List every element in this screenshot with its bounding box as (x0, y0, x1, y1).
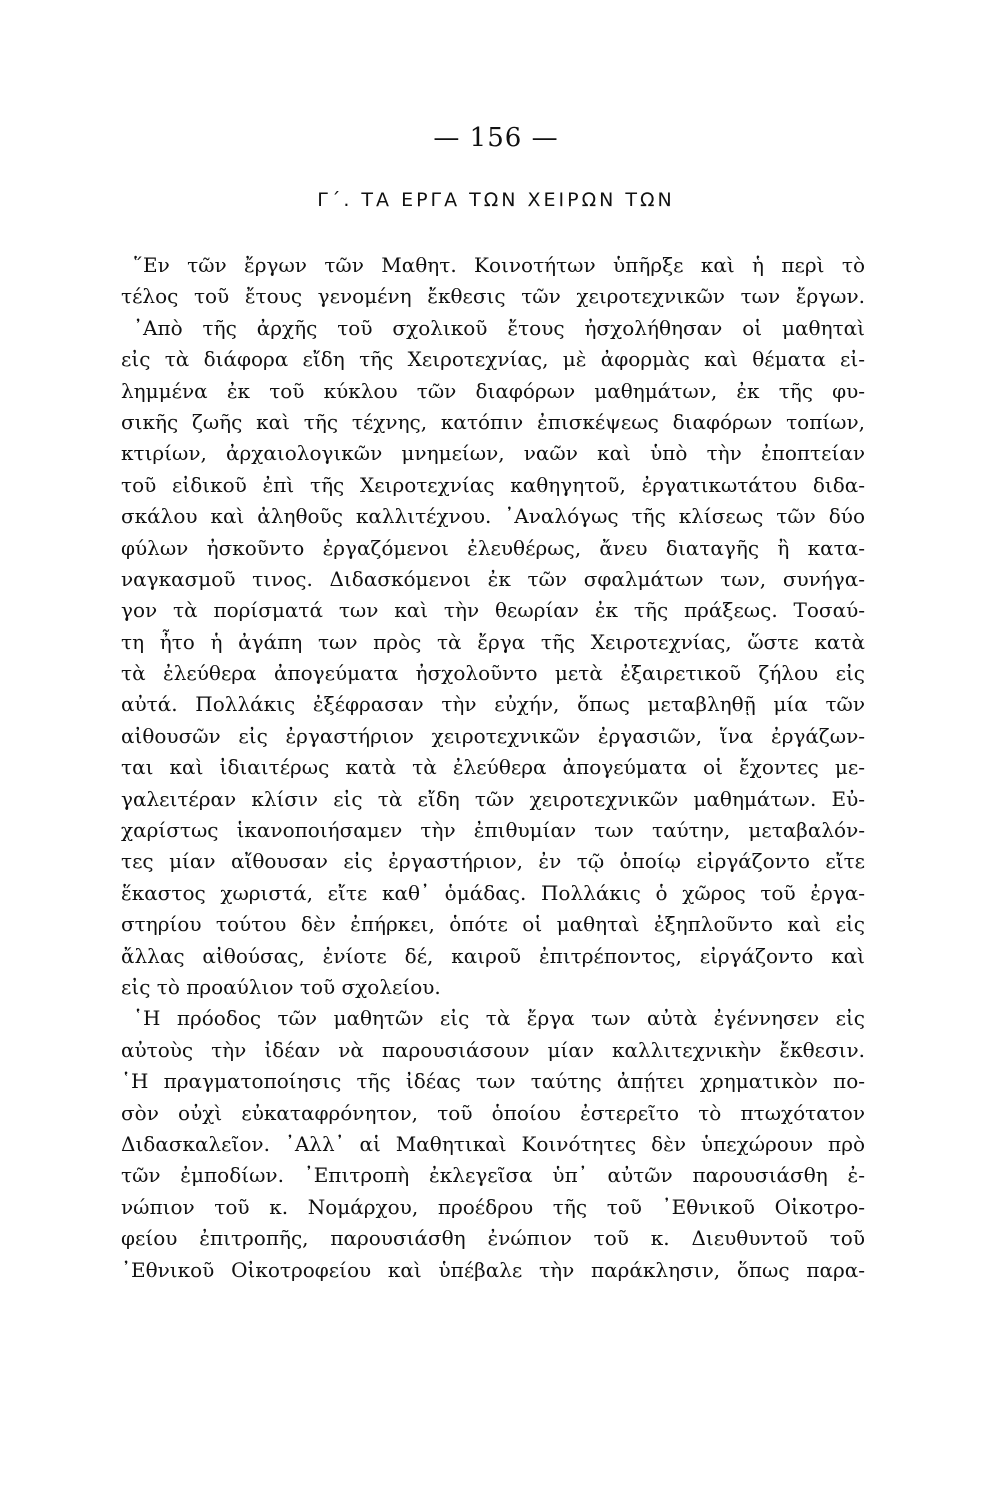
text-line: Διδασκαλεῖον. ᾿Αλλ᾿ αἱ Μαθητικαὶ Κοινότητες δὲν ὑπεχώρουν πρὸ (121, 1131, 865, 1156)
text-line: τοῦ εἰδικοῦ ἐπὶ τῆς Χειροτεχνίας καθηγητοῦ, ἐργατικωτάτου διδα- (121, 472, 865, 497)
text-line: ἕκαστος χωριστά, εἴτε καθ᾿ ὁμάδας. Πολλάκις ὁ χῶρος τοῦ ἐργα- (121, 880, 865, 905)
text-line: στηρίου τούτου δὲν ἐπήρκει, ὁπότε οἱ μαθηταὶ ἐξηπλοῦντο καὶ εἰς (121, 912, 865, 937)
text-line: γον τὰ πορίσματά των καὶ τὴν θεωρίαν ἐκ τῆς πράξεως. Τοσαύ- (121, 598, 865, 623)
text-line: ῾Η πρόοδος τῶν μαθητῶν εἰς τὰ ἔργα των αὐτὰ ἐγέννησεν εἰς (133, 1006, 865, 1031)
text-line: τη ἦτο ἡ ἀγάπη των πρὸς τὰ ἔργα τῆς Χειροτεχνίας, ὥστε κατὰ (121, 629, 865, 654)
text-line: λημμένα ἐκ τοῦ κύκλου τῶν διαφόρων μαθημάτων, ἐκ τῆς φυ- (121, 378, 865, 403)
text-line: σὸν οὐχὶ εὐκαταφρόνητον, τοῦ ὁποίου ἐστερεῖτο τὸ πτωχότατον (121, 1100, 865, 1125)
text-line: τὰ ἐλεύθερα ἀπογεύματα ἠσχολοῦντο μετὰ ἐξαιρετικοῦ ζήλου εἰς (121, 661, 865, 686)
text-line: σκάλου καὶ ἀληθοῦς καλλιτέχνου. ᾿Αναλόγως τῆς κλίσεως τῶν δύο (121, 504, 865, 529)
text-line: νώπιον τοῦ κ. Νομάρχου, προέδρου τῆς τοῦ ᾿Εθνικοῦ Οἰκοτρο- (121, 1194, 865, 1219)
text-line: αὐτοὺς τὴν ἰδέαν νὰ παρουσιάσουν μίαν καλλιτεχνικὴν ἔκθεσιν. (121, 1037, 865, 1062)
text-line: εἰς τὰ διάφορα εἴδη τῆς Χειροτεχνίας, μὲ ἀφορμὰς καὶ θέματα εἰ- (121, 347, 865, 372)
text-line: χαρίστως ἱκανοποιήσαμεν τὴν ἐπιθυμίαν των ταύτην, μεταβαλόν- (121, 818, 865, 843)
text-line: φύλων ἠσκοῦντο ἐργαζόμενοι ἐλευθέρως, ἄνευ διαταγῆς ἢ κατα- (121, 535, 865, 560)
text-line: τῶν ἐμποδίων. ᾿Επιτροπὴ ἐκλεγεῖσα ὑπ᾿ αὐτῶν παρουσιάσθη ἐ- (121, 1163, 865, 1188)
text-line: κτιρίων, ἀρχαιολογικῶν μνημείων, ναῶν καὶ ὑπὸ τὴν ἐποπτείαν (121, 441, 865, 466)
text-line: σικῆς ζωῆς καὶ τῆς τέχνης, κατόπιν ἐπισκέψεως διαφόρων τοπίων, (121, 409, 865, 434)
text-line: τες μίαν αἴθουσαν εἰς ἐργαστήριον, ἐν τῷ ὁποίῳ εἰργάζοντο εἴτε (121, 849, 865, 874)
text-line: γαλειτέραν κλίσιν εἰς τὰ εἴδη τῶν χειροτεχνικῶν μαθημάτων. Εὐ- (121, 786, 865, 811)
text-line: ται καὶ ἰδιαιτέρως κατὰ τὰ ἐλεύθερα ἀπογεύματα οἱ ἔχοντες με- (121, 755, 865, 780)
text-line: τέλος τοῦ ἔτους γενομένη ἔκθεσις τῶν χειροτεχνικῶν των ἔργων. (121, 284, 865, 309)
text-line: ᾿Απὸ τῆς ἀρχῆς τοῦ σχολικοῦ ἔτους ἠσχολήθησαν οἱ μαθηταὶ (133, 315, 865, 340)
text-line: ῞Εν τῶν ἔργων τῶν Μαθητ. Κοινοτήτων ὑπῆρξε καὶ ἡ περὶ τὸ (133, 253, 865, 277)
text-line: αὐτά. Πολλάκις ἐξέφρασαν τὴν εὐχήν, ὅπως μεταβληθῇ μία τῶν (121, 692, 865, 717)
body-text (121, 250, 865, 1286)
page-number: — 156 — (433, 123, 559, 153)
text-line: ναγκασμοῦ τινος. Διδασκόμενοι ἐκ τῶν σφαλμάτων των, συνήγα- (121, 566, 865, 591)
text-line: ᾿Εθνικοῦ Οἰκοτροφείου καὶ ὑπέβαλε τὴν παράκλησιν, ὅπως παρα- (121, 1257, 865, 1282)
text-line: εἰς τὸ προαύλιον τοῦ σχολείου. (121, 974, 441, 999)
text-line: ἄλλας αἰθούσας, ἐνίοτε δέ, καιροῦ ἐπιτρέποντος, εἰργάζοντο καὶ (121, 943, 865, 968)
text-line: φείου ἐπιτροπῆς, παρουσιάσθη ἐνώπιον τοῦ κ. Διευθυντοῦ τοῦ (121, 1226, 865, 1251)
text-line: αἰθουσῶν εἰς ἐργαστήριον χειροτεχνικῶν ἐργασιῶν, ἵνα ἐργάζων- (121, 723, 865, 748)
chapter-title: Γ΄. ΤΑ ΕΡΓΑ ΤΩΝ ΧΕΙΡΩΝ ΤΩΝ (317, 189, 675, 211)
text-line: ῾Η πραγματοποίησις τῆς ἰδέας των ταύτης ἀπῄτει χρηματικὸν πο- (121, 1069, 865, 1094)
